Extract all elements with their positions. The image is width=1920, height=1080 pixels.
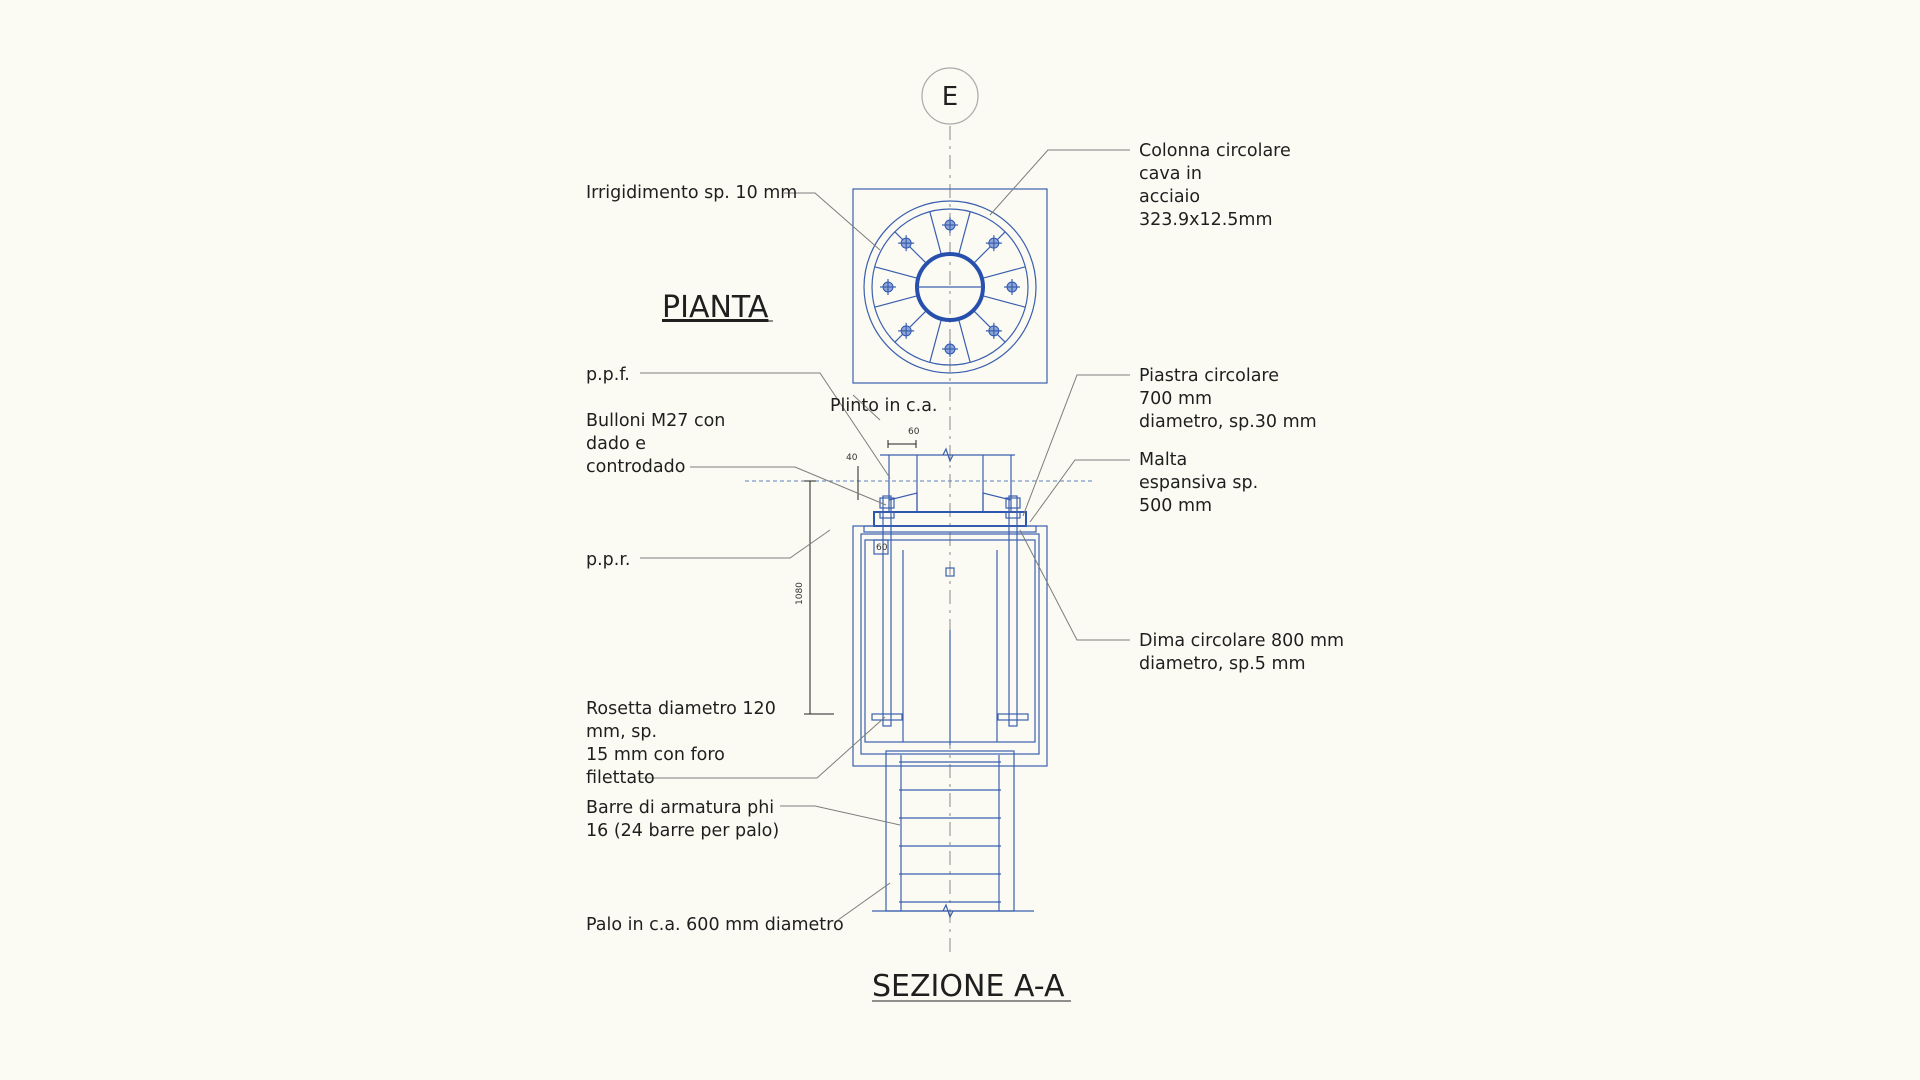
plan-stiffener-plate <box>930 320 941 363</box>
label-bolts-line2: dado e <box>586 434 646 454</box>
label-mortar <box>1139 450 1258 516</box>
plan-stiffener-plate <box>983 296 1026 307</box>
label-stiffener: Irrigidimento sp. 10 mm <box>586 183 798 203</box>
leader-column <box>990 150 1130 215</box>
label-washer-line1: Rosetta diametro 120 <box>586 699 776 719</box>
title-plan: PIANTA <box>662 290 769 325</box>
plan-stiffener-plate <box>895 311 926 342</box>
label-bolts-line3: controdado <box>586 457 686 477</box>
plan-stiffener-plate <box>959 212 970 255</box>
label-washer-line2: mm, sp. <box>586 722 658 742</box>
plan-stiffener-plate <box>875 296 918 307</box>
label-column-line3: acciaio <box>1139 187 1201 207</box>
plan-stiffener-plate <box>974 311 1005 342</box>
label-rebar <box>586 798 779 841</box>
leader-plate <box>1023 375 1130 516</box>
label-template <box>1139 631 1344 674</box>
leader-pile <box>838 883 890 920</box>
grid-axis-marker <box>922 68 978 124</box>
leader-rebar <box>780 806 900 825</box>
plan-stiffener-plate <box>959 320 970 363</box>
dim-60-box-text: 60 <box>876 543 888 553</box>
label-column-line4: 323.9x12.5mm <box>1139 210 1273 230</box>
label-column-line1: Colonna circolare <box>1139 141 1291 161</box>
label-plate-line1: Piastra circolare <box>1139 366 1279 386</box>
plan-stiffener-plate <box>875 267 918 278</box>
label-washer-line3: 15 mm con foro <box>586 745 725 765</box>
label-washer <box>586 699 776 788</box>
label-column-line2: cava in <box>1139 164 1202 184</box>
section-stiffener-left <box>889 493 917 512</box>
dim-40-text: 40 <box>846 453 858 463</box>
dim-1080 <box>795 481 834 714</box>
label-ppr: p.p.r. <box>586 550 631 570</box>
label-ppf: p.p.f. <box>586 365 630 385</box>
label-pile: Palo in c.a. 600 mm diametro <box>586 915 844 935</box>
dim-60-top <box>888 427 920 448</box>
label-plinth: Plinto in c.a. <box>830 396 938 416</box>
leader-ppr <box>640 530 830 558</box>
plan-stiffener-plate <box>895 232 926 263</box>
leader-template <box>1020 530 1130 640</box>
label-template-line2: diametro, sp.5 mm <box>1139 654 1306 674</box>
dim-1080-text: 1080 <box>795 582 805 605</box>
plan-view <box>853 189 1047 383</box>
label-plate-line2: 700 mm <box>1139 389 1213 409</box>
title-section: SEZIONE A-A <box>872 969 1065 1004</box>
label-bolts-line1: Bulloni M27 con <box>586 411 726 431</box>
label-mortar-line1: Malta <box>1139 450 1188 470</box>
label-rebar-line2: 16 (24 barre per palo) <box>586 821 780 841</box>
leader-mortar <box>1030 460 1130 522</box>
plan-stiffener-plate <box>930 212 941 255</box>
grid-axis-label: E <box>941 82 959 112</box>
label-template-line1: Dima circolare 800 mm <box>1139 631 1345 651</box>
section-anchor-bolt-left <box>872 496 902 726</box>
dim-60-top-text: 60 <box>908 427 920 437</box>
label-column <box>1139 141 1291 230</box>
label-mortar-line3: 500 mm <box>1139 496 1213 516</box>
label-plate <box>1139 366 1317 432</box>
label-plate-line3: diametro, sp.30 mm <box>1139 412 1317 432</box>
plan-stiffener-plate <box>983 267 1026 278</box>
leader-stiffener <box>784 193 880 250</box>
label-rebar-line1: Barre di armatura phi <box>586 798 775 818</box>
section-view <box>745 427 1095 917</box>
section-anchor-bolt-right <box>998 496 1028 726</box>
section-stiffener-right <box>983 493 1011 512</box>
label-mortar-line2: espansiva sp. <box>1139 473 1259 493</box>
plan-stiffener-plate <box>974 232 1005 263</box>
label-washer-line4: filettato <box>586 768 655 788</box>
leader-bolts <box>690 467 886 505</box>
